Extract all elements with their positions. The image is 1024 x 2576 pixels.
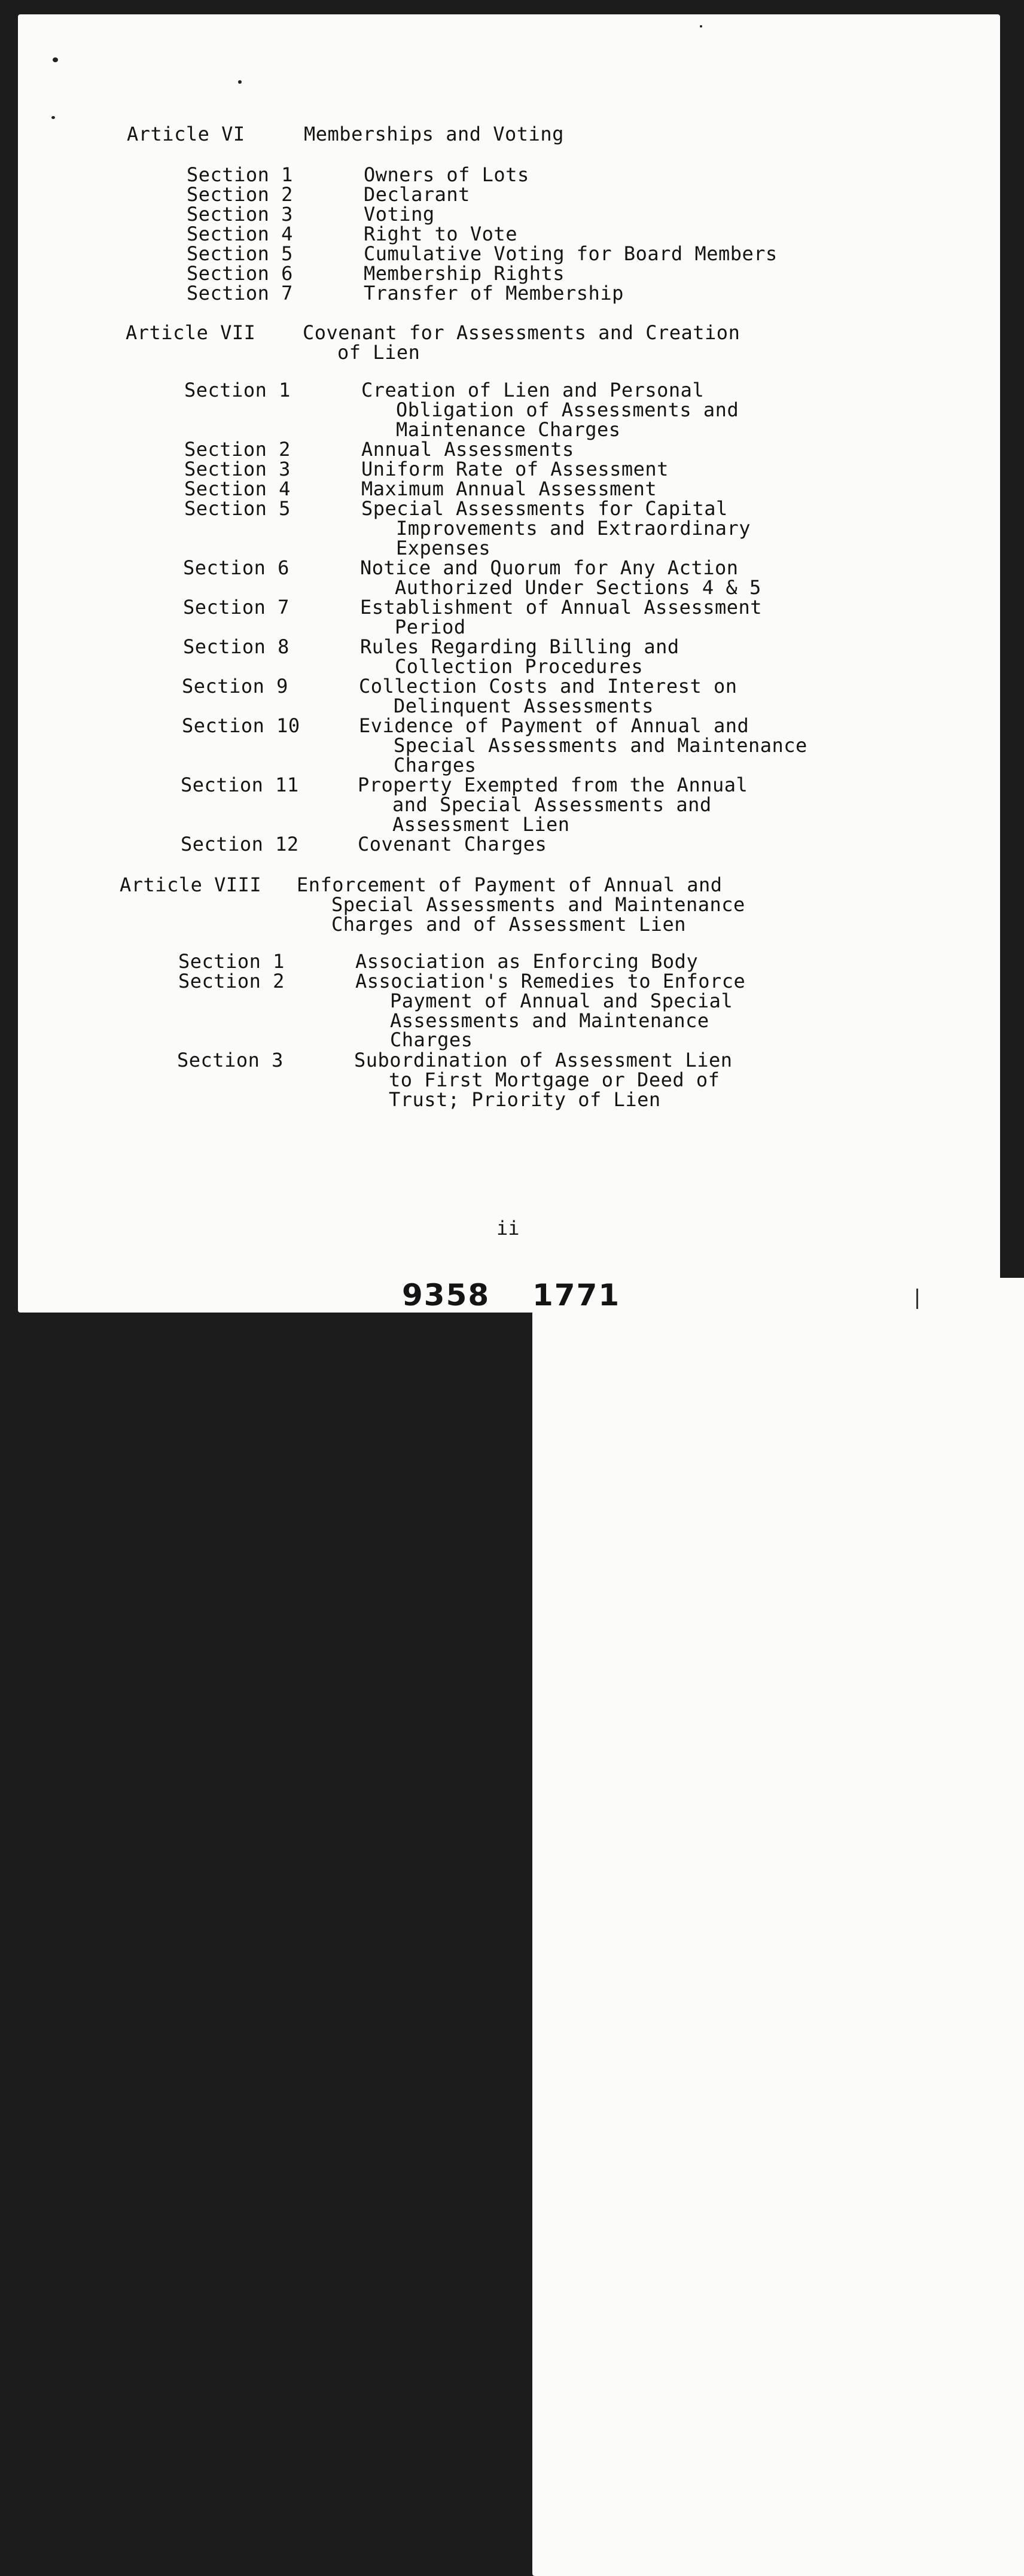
section-entry: [184, 499, 751, 558]
section-label: Section 3: [177, 1049, 284, 1071]
scan-speck: [53, 57, 58, 62]
section-title: Rules Regarding Billing and Collection Procedures: [360, 635, 679, 678]
article-heading: [126, 323, 740, 363]
section-entry: [183, 598, 762, 637]
section-entry: [187, 205, 435, 224]
section-title: Association's Remedies to Enforce Payment of Annual and Special Assessments and Maintenance Charges: [355, 970, 746, 1052]
section-entry: [187, 284, 624, 303]
scan-mark: [916, 1289, 918, 1309]
section-label: Section 1: [187, 163, 293, 186]
section-entry: [184, 380, 739, 439]
section-title: Uniform Rate of Assessment: [361, 458, 669, 480]
document-number-stamp: 9358: [402, 1278, 490, 1313]
section-label: Section 11: [181, 774, 299, 796]
section-label: Section 3: [187, 203, 293, 226]
section-title: Establishment of Annual Assessment Period: [360, 596, 763, 638]
section-label: Section 5: [184, 497, 291, 520]
section-entry: [187, 244, 778, 264]
section-title: Collection Costs and Interest on Delinquent Assessments: [359, 675, 737, 717]
section-label: Section 7: [183, 596, 289, 619]
article-title: Covenant for Assessments and Creation of Lien: [303, 321, 740, 364]
section-entry: [183, 637, 679, 677]
article-title: Enforcement of Payment of Annual and Special Assessments and Maintenance Charges and of Assessment Lien: [297, 873, 745, 936]
section-title: Owners of Lots: [364, 163, 529, 186]
section-title: Notice and Quorum for Any Action Authorized Under Sections 4 & 5: [360, 556, 761, 599]
section-entry: [182, 677, 737, 716]
section-entry: [177, 1051, 733, 1109]
section-title: Declarant: [364, 183, 470, 206]
section-label: Section 2: [187, 183, 293, 206]
section-label: Section 7: [187, 282, 293, 305]
section-entry: [183, 558, 761, 598]
section-label: Section 2: [184, 438, 291, 461]
section-entry: [181, 835, 547, 854]
section-label: Section 2: [178, 970, 285, 992]
document-page: [18, 14, 1000, 1313]
section-title: Property Exempted from the Annual and Special Assessments and Assessment Lien: [358, 774, 748, 836]
article-label: Article VI: [127, 123, 245, 145]
section-title: Creation of Lien and Personal Obligation of Assessments and Maintenance Charges: [361, 379, 739, 441]
page-number-stamp: 1771: [532, 1278, 1024, 2576]
section-entry: [187, 165, 529, 185]
section-entry: [184, 459, 669, 479]
section-title: Transfer of Membership: [364, 282, 624, 305]
scan-speck: [700, 25, 702, 28]
section-label: Section 9: [182, 675, 288, 698]
section-entry: [178, 952, 698, 972]
section-entry: [187, 264, 565, 284]
section-label: Section 10: [182, 714, 300, 737]
section-title: Voting: [364, 203, 435, 226]
section-entry: [187, 224, 517, 244]
section-label: Section 5: [187, 242, 293, 265]
section-entry: [184, 479, 657, 499]
scan-speck: [51, 116, 55, 119]
table-of-contents: [18, 14, 1000, 1313]
section-title: Subordination of Assessment Lien to First Mortgage or Deed of Trust; Priority of Lien: [354, 1049, 733, 1111]
section-title: Special Assessments for Capital Improvements and Extraordinary Expenses: [361, 497, 751, 559]
article-label: Article VIII: [120, 873, 262, 896]
section-title: Covenant Charges: [358, 833, 547, 855]
section-entry: [181, 775, 748, 834]
section-title: Cumulative Voting for Board Members: [364, 242, 778, 265]
section-title: Membership Rights: [364, 262, 565, 285]
section-title: Right to Vote: [364, 223, 517, 245]
section-label: Section 1: [184, 379, 291, 401]
section-entry: [178, 972, 745, 1050]
article-heading: [127, 124, 564, 144]
section-entry: [182, 716, 807, 775]
section-title: Association as Enforcing Body: [355, 950, 699, 973]
article-title: Memberships and Voting: [304, 123, 564, 145]
article-heading: [120, 875, 745, 934]
section-label: Section 4: [187, 223, 293, 245]
section-label: Section 1: [178, 950, 285, 973]
section-label: Section 8: [183, 635, 289, 658]
section-title: Evidence of Payment of Annual and Special Assessments and Maintenance Charges: [359, 714, 807, 777]
page-number: ii: [496, 1217, 520, 1240]
section-label: Section 3: [184, 458, 291, 480]
section-label: Section 6: [183, 556, 289, 579]
section-label: Section 12: [181, 833, 299, 855]
article-label: Article VII: [126, 321, 256, 344]
section-entry: [187, 185, 470, 205]
section-label: Section 6: [187, 262, 293, 285]
section-title: Annual Assessments: [361, 438, 574, 461]
section-entry: [184, 440, 574, 459]
section-title: Maximum Annual Assessment: [361, 477, 657, 500]
scan-speck: [238, 80, 242, 84]
section-label: Section 4: [184, 477, 291, 500]
